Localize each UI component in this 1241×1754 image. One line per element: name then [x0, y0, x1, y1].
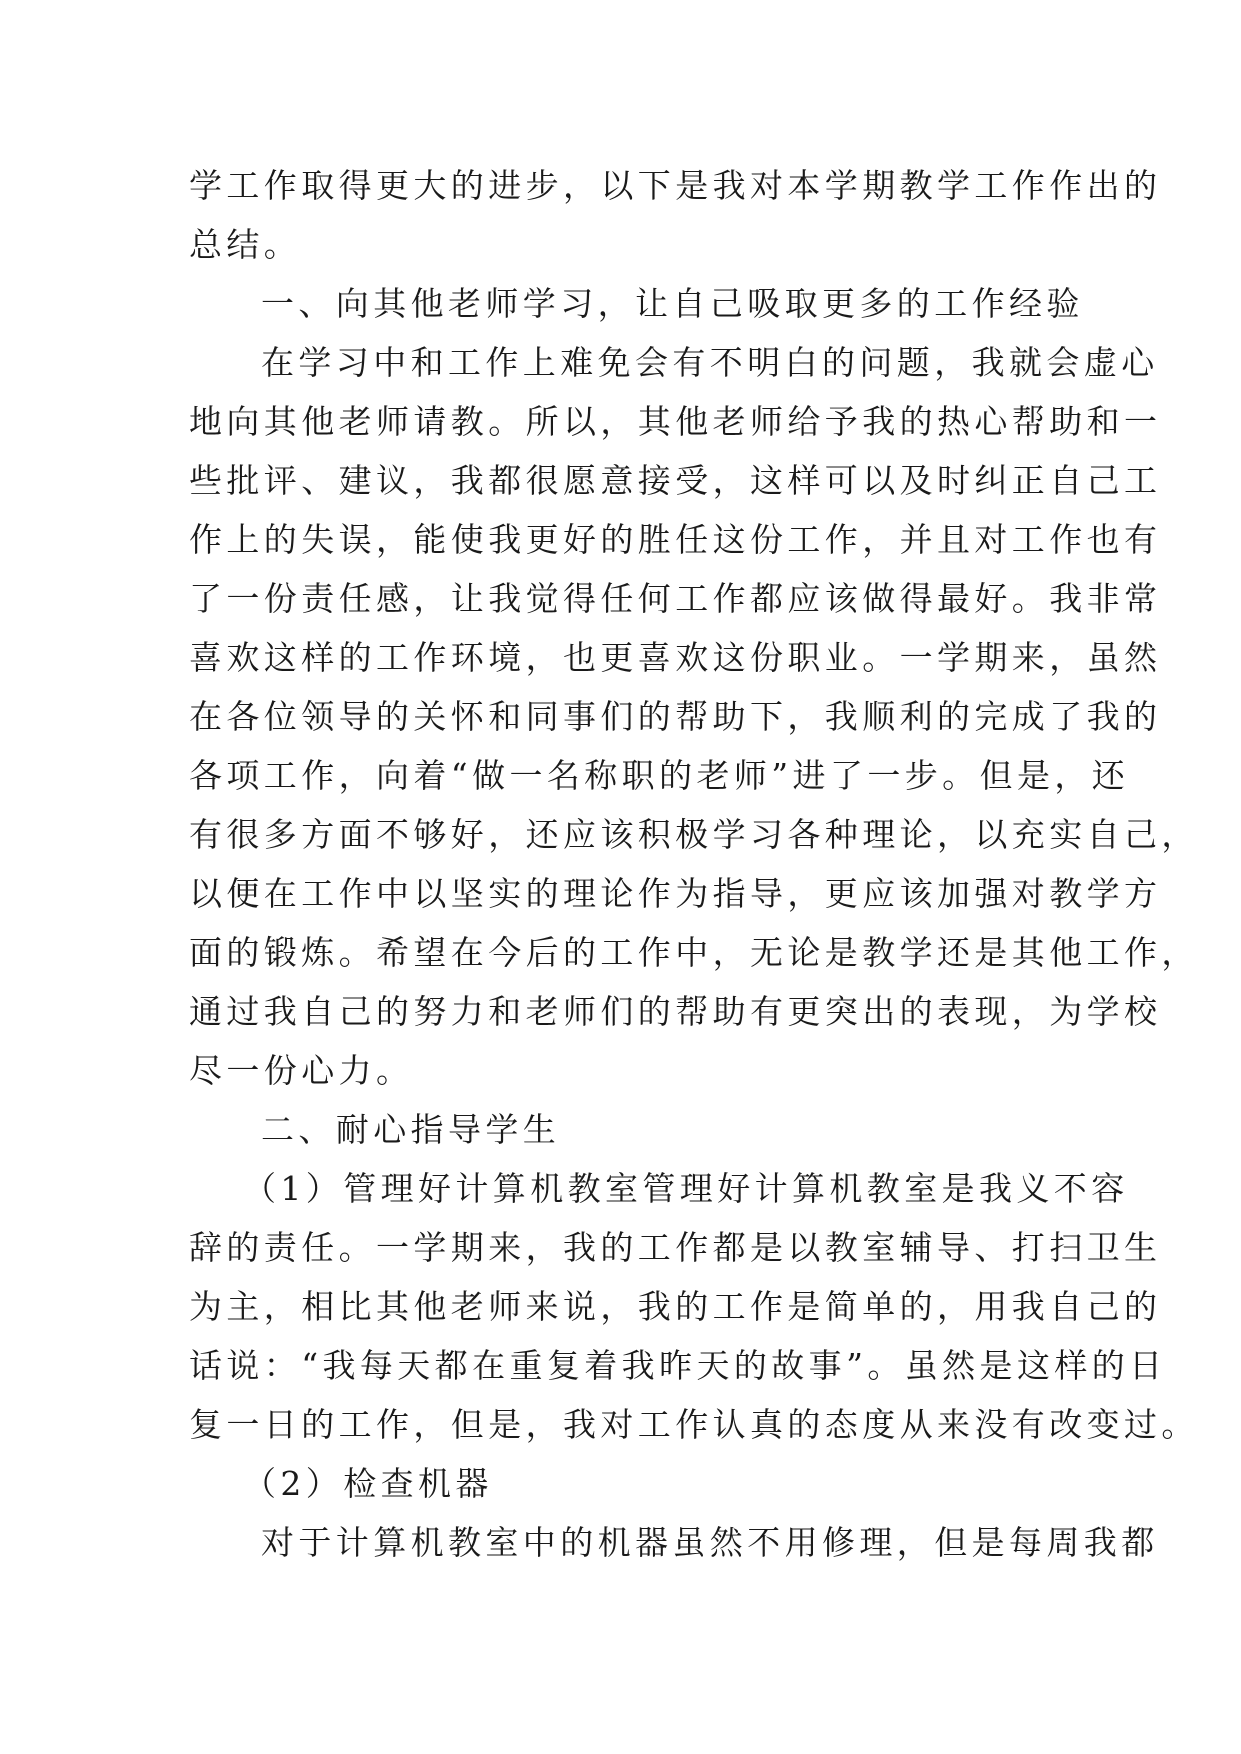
document-body: [189, 156, 1199, 1572]
text-line: 为主，相比其他老师来说，我的工作是简单的，用我自己的: [189, 1287, 1162, 1326]
text-line: 各项工作，向着“做一名称职的老师”进了一步。但是，还: [189, 756, 1130, 795]
text-line: 喜欢这样的工作环境，也更喜欢这份职业。一学期来，虽然: [189, 638, 1162, 677]
text-line: 尽一份心力。: [189, 1051, 414, 1090]
subsection-heading: （2）检查机器: [243, 1464, 493, 1503]
section-heading-2: 二、耐心指导学生: [261, 1110, 561, 1149]
text-line: 复一日的工作，但是，我对工作认真的态度从来没有改变过。: [189, 1405, 1199, 1444]
text-line: 有很多方面不够好，还应该积极学习各种理论，以充实自己，: [189, 815, 1199, 854]
paragraph-start: （1）管理好计算机教室管理好计算机教室是我义不容: [243, 1169, 1129, 1208]
text-line: 以便在工作中以坚实的理论作为指导，更应该加强对教学方: [189, 874, 1162, 913]
text-line: 地向其他老师请教。所以，其他老师给予我的热心帮助和一: [189, 402, 1162, 441]
paragraph-start: 对于计算机教室中的机器虽然不用修理，但是每周我都: [261, 1523, 1159, 1562]
section-heading-1: 一、向其他老师学习，让自己吸取更多的工作经验: [261, 284, 1084, 323]
text-line: 些批评、建议，我都很愿意接受，这样可以及时纠正自己工: [189, 461, 1162, 500]
text-line: 作上的失误，能使我更好的胜任这份工作，并且对工作也有: [189, 520, 1162, 559]
paragraph-start: 在学习中和工作上难免会有不明白的问题，我就会虚心: [261, 343, 1159, 382]
text-line: 面的锻炼。希望在今后的工作中，无论是教学还是其他工作，: [189, 933, 1199, 972]
text-line: 了一份责任感，让我觉得任何工作都应该做得最好。我非常: [189, 579, 1162, 618]
text-line: 总结。: [189, 225, 302, 264]
text-line: 辞的责任。一学期来，我的工作都是以教室辅导、打扫卫生: [189, 1228, 1162, 1267]
text-line: 学工作取得更大的进步，以下是我对本学期教学工作作出的: [189, 166, 1162, 205]
text-line: 在各位领导的关怀和同事们的帮助下，我顺利的完成了我的: [189, 697, 1162, 736]
text-line: 话说：“我每天都在重复着我昨天的故事”。虽然是这样的日: [189, 1346, 1167, 1385]
text-line: 通过我自己的努力和老师们的帮助有更突出的表现，为学校: [189, 992, 1162, 1031]
